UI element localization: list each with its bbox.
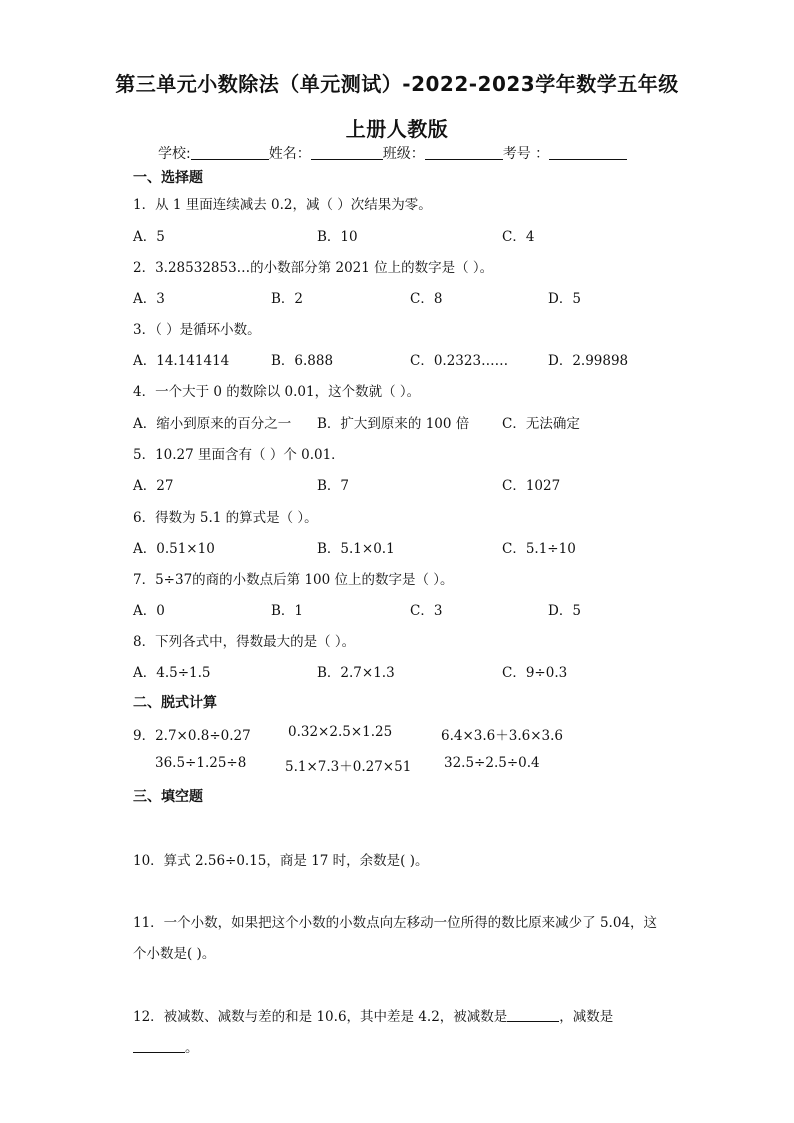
q12-answer-blank-2[interactable] xyxy=(133,1039,185,1053)
page-subtitle: 上册人教版 xyxy=(345,117,449,141)
number-field[interactable] xyxy=(549,145,627,160)
q9-expr-3: 6.4×3.6＋3.6×3.6 xyxy=(441,728,564,744)
question-12-line1 xyxy=(133,1005,613,1025)
q7-option-c[interactable]: C．3 xyxy=(410,603,443,619)
question-4: 4．一个大于 0 的数除以 0.01，这个数就（ ）。 xyxy=(133,384,421,400)
q9-expr-1: 9．2.7×0.8÷0.27 xyxy=(133,728,251,744)
number-label: 考号 ： xyxy=(502,146,550,162)
q2-option-d[interactable]: D．5 xyxy=(548,291,581,307)
question-1: 1．从 1 里面连续减去 0.2，减（ ）次结果为零。 xyxy=(133,197,432,213)
q7-option-a[interactable]: A．0 xyxy=(133,603,165,619)
question-3: 3．（ ）是循环小数。 xyxy=(133,322,261,338)
q9-expr-2: 0.32×2.5×1.25 xyxy=(288,724,393,740)
school-label: 学校: xyxy=(158,146,191,162)
question-2: 2．3.28532853…的小数部分第 2021 位上的数字是（ ）。 xyxy=(133,260,494,276)
section-choice-title: 一、选择题 xyxy=(133,170,203,186)
question-6: 6．得数为 5.1 的算式是（ ）。 xyxy=(133,510,318,526)
page-title: 第三单元小数除法（单元测试）-2022-2023学年数学五年级 xyxy=(115,72,679,96)
question-11-line1: 11．一个小数，如果把这个小数的小数点向左移动一位所得的数比原来减少了 5.04，这 xyxy=(133,915,658,931)
q7-option-b[interactable]: B．1 xyxy=(271,603,304,619)
q7-option-d[interactable]: D．5 xyxy=(548,603,581,619)
q3-option-a[interactable]: A．14.141414 xyxy=(133,353,230,369)
q8-option-c[interactable]: C．9÷0.3 xyxy=(502,665,568,681)
q6-option-a[interactable]: A．0.51×10 xyxy=(133,541,215,557)
section-calc-title: 二、脱式计算 xyxy=(133,695,217,711)
q4-option-b[interactable]: B．扩大到原来的 100 倍 xyxy=(317,416,470,432)
q3-option-b[interactable]: B．6.888 xyxy=(271,353,334,369)
q5-option-a[interactable]: A．27 xyxy=(133,478,174,494)
class-label: 班级： xyxy=(382,146,425,162)
q1-option-a[interactable]: A．5 xyxy=(133,229,165,245)
q1-option-b[interactable]: B．10 xyxy=(317,229,358,245)
q8-option-a[interactable]: A．4.5÷1.5 xyxy=(133,665,211,681)
q9-expr-5: 5.1×7.3＋0.27×51 xyxy=(285,759,412,775)
question-8: 8．下列各式中，得数最大的是（ ）。 xyxy=(133,634,356,650)
q9-expr-6: 32.5÷2.5÷0.4 xyxy=(444,755,540,771)
q9-expr-4: 36.5÷1.25÷8 xyxy=(155,755,247,771)
section-fill-title: 三、填空题 xyxy=(133,789,203,805)
class-field[interactable] xyxy=(425,145,503,160)
q3-option-c[interactable]: C．0.2323…… xyxy=(410,353,509,369)
q2-option-c[interactable]: C．8 xyxy=(410,291,443,307)
q6-option-c[interactable]: C．5.1÷10 xyxy=(502,541,576,557)
student-info-row xyxy=(158,143,627,163)
question-7: 7．5÷37的商的小数点后第 100 位上的数字是（ ）。 xyxy=(133,572,454,588)
question-11-line2: 个小数是( )。 xyxy=(133,946,216,962)
q4-option-a[interactable]: A．缩小到原来的百分之一 xyxy=(133,416,292,432)
q6-option-b[interactable]: B．5.1×0.1 xyxy=(317,541,395,557)
q4-option-c[interactable]: C．无法确定 xyxy=(502,416,580,432)
name-field[interactable] xyxy=(311,145,383,160)
q3-option-d[interactable]: D．2.99898 xyxy=(548,353,629,369)
q12-answer-blank-1[interactable] xyxy=(507,1008,559,1022)
q1-option-c[interactable]: C．4 xyxy=(502,229,535,245)
q12-text-3: 。 xyxy=(185,1040,199,1056)
q5-option-b[interactable]: B．7 xyxy=(317,478,350,494)
name-label: 姓名： xyxy=(268,146,311,162)
question-5: 5．10.27 里面含有（ ）个 0.01． xyxy=(133,447,345,463)
q8-option-b[interactable]: B．2.7×1.3 xyxy=(317,665,395,681)
q12-text-1: 12．被减数、减数与差的和是 10.6，其中差是 4.2，被减数是 xyxy=(133,1009,508,1025)
q2-option-b[interactable]: B．2 xyxy=(271,291,304,307)
q5-option-c[interactable]: C．1027 xyxy=(502,478,561,494)
q2-option-a[interactable]: A．3 xyxy=(133,291,165,307)
question-10: 10．算式 2.56÷0.15，商是 17 时，余数是( )。 xyxy=(133,853,429,869)
question-12-line2 xyxy=(133,1036,199,1056)
school-field[interactable] xyxy=(191,145,269,160)
q12-text-2: ，减数是 xyxy=(559,1009,614,1025)
